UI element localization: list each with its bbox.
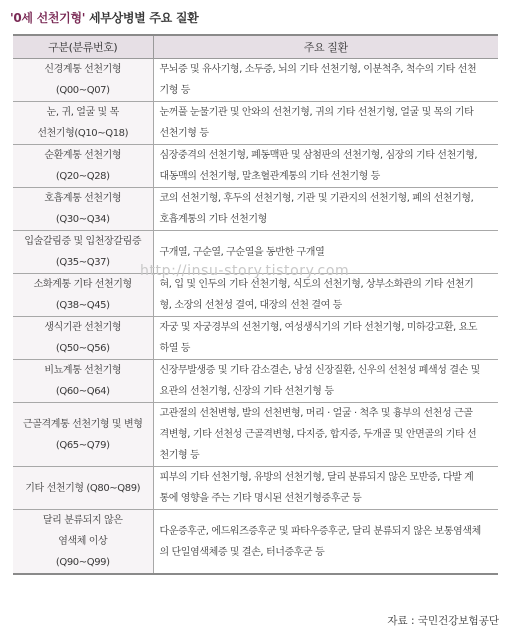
category-line: (Q60~Q64): [55, 386, 110, 397]
disease-line: 천기형 등: [159, 450, 200, 461]
disease-cell: [153, 231, 498, 274]
disease-line: 고관절의 선천변형, 발의 선천변형, 머리 · 얼굴 · 척추 및 흉부의 선천성 근골: [159, 408, 473, 419]
disease-line: 다운증후군, 에드워즈증후군 및 파타우증후군, 달리 분류되지 않은 보통염색체: [159, 525, 481, 537]
disease-cell: [153, 188, 498, 231]
source-note: 자료 : 국민건강보험공단: [387, 615, 499, 627]
category-line: 달리 분류되지 않은: [42, 515, 123, 526]
disease-cell: [153, 102, 498, 145]
category-cell: [13, 403, 153, 467]
category-cell: [13, 467, 153, 510]
disease-line: 혀, 입 및 인두의 기타 선천기형, 식도의 선천기형, 상부소화관의 기타 선천기: [159, 279, 474, 290]
category-cell: [13, 274, 153, 317]
table-header-row: [13, 35, 498, 59]
table-row: [13, 467, 498, 510]
disease-line: 대동맥의 선천기형, 말초혈관계통의 기타 선천기형 등: [159, 171, 380, 182]
category-cell: [13, 102, 153, 145]
disease-line: 격변형, 기타 선천성 근골격변형, 다지증, 합지증, 두개골 및 안면골의 기타 선: [159, 429, 477, 440]
disease-cell: [153, 317, 498, 360]
title-rest: 세부상병별 주요 질환: [85, 11, 199, 25]
category-line: (Q50~Q56): [55, 343, 110, 354]
category-line: 기타 선천기형 (Q80~Q89): [25, 482, 141, 494]
disease-line: 의 단일염색체증 및 결손, 터너증후군 등: [159, 546, 325, 558]
disease-line: 통에 영향을 주는 기타 명시된 선천기형증후군 등: [159, 493, 362, 504]
category-cell: [13, 510, 153, 575]
disease-line: 신장무발생증 및 기타 감소결손, 낭성 신장질환, 신우의 선천성 폐색성 결손 및: [159, 365, 480, 376]
disease-cell: [153, 403, 498, 467]
disease-cell: [153, 467, 498, 510]
category-cell: [13, 59, 153, 102]
table-row: [13, 188, 498, 231]
disease-cell: [153, 360, 498, 403]
category-line: 선천기형(Q10~Q18): [37, 128, 129, 139]
category-line: 신경계통 선천기형: [44, 64, 122, 75]
table-row: [13, 360, 498, 403]
disease-cell: [153, 274, 498, 317]
category-line: (Q38~Q45): [55, 300, 110, 311]
disease-cell: [153, 510, 498, 575]
table-row: [13, 145, 498, 188]
disease-cell: [153, 59, 498, 102]
disease-line: 요관의 선천기형, 신장의 기타 선천기형 등: [159, 386, 334, 397]
page-title: [10, 9, 198, 26]
category-cell: [13, 317, 153, 360]
disease-line: 코의 선천기형, 후두의 선천기형, 기관 및 기관지의 선천기형, 폐의 선천기형,: [159, 193, 474, 204]
category-line: (Q00~Q07): [55, 85, 110, 96]
category-line: (Q90~Q99): [55, 557, 110, 568]
category-cell: [13, 188, 153, 231]
disease-line: 하열 등: [159, 343, 191, 354]
disease-line: 구개열, 구순열, 구순열을 동반한 구개열: [159, 246, 325, 258]
category-line: 입술갈림증 및 입천장갈림증: [24, 236, 142, 247]
table-row: [13, 317, 498, 360]
category-cell: [13, 231, 153, 274]
header-category: 구분(분류번호): [13, 35, 153, 59]
category-line: 근골격계통 선천기형 및 변형: [23, 418, 143, 430]
disease-line: 심장중격의 선천기형, 폐동맥판 및 삼첨판의 선천기형, 심장의 기타 선천기형,: [159, 150, 478, 161]
category-line: 순환계통 선천기형: [44, 150, 122, 161]
title-highlight: '0세 선천기형': [10, 11, 86, 25]
table-row: [13, 231, 498, 274]
category-line: 소화계통 기타 선천기형: [33, 279, 132, 290]
disease-table: [13, 34, 498, 575]
disease-line: 형, 소장의 선천성 결여, 대장의 선천 결여 등: [159, 300, 342, 311]
table-row: [13, 59, 498, 102]
category-line: 염색체 이상: [58, 536, 108, 547]
disease-line: 선천기형 등: [159, 128, 209, 139]
disease-line: 무뇌증 및 유사기형, 소두증, 뇌의 기타 선천기형, 이분척추, 척수의 기타 선천: [159, 64, 477, 75]
table-row: [13, 510, 498, 575]
table-body: [13, 59, 498, 575]
category-line: (Q20~Q28): [55, 171, 110, 182]
category-line: 호흡계통 선천기형: [44, 193, 122, 204]
table-row: [13, 102, 498, 145]
disease-cell: [153, 145, 498, 188]
disease-line: 호흡계통의 기타 선천기형: [159, 214, 267, 225]
disease-line: 기형 등: [159, 85, 191, 96]
disease-line: 피부의 기타 선천기형, 유방의 선천기형, 달리 분류되지 않은 모반증, 다발 계: [159, 472, 474, 483]
table-row: [13, 403, 498, 467]
disease-line: 자궁 및 자궁경부의 선천기형, 여성생식기의 기타 선천기형, 미하강고환, 요도: [159, 322, 478, 333]
category-line: (Q65~Q79): [55, 439, 110, 451]
category-cell: [13, 145, 153, 188]
table-row: [13, 274, 498, 317]
category-line: (Q30~Q34): [55, 214, 110, 225]
category-line: 눈, 귀, 얼굴 및 목: [46, 107, 119, 118]
category-line: 비뇨계통 선천기형: [44, 365, 122, 376]
header-disease: 주요 질환: [153, 35, 498, 59]
category-cell: [13, 360, 153, 403]
watermark: http://insu-story.tistory.com: [140, 263, 350, 279]
disease-line: 눈꺼풀 눈물기관 및 안와의 선천기형, 귀의 기타 선천기형, 얼굴 및 목의 기타: [159, 107, 474, 118]
category-line: 생식기관 선천기형: [44, 322, 122, 333]
category-line: (Q35~Q37): [55, 257, 110, 268]
